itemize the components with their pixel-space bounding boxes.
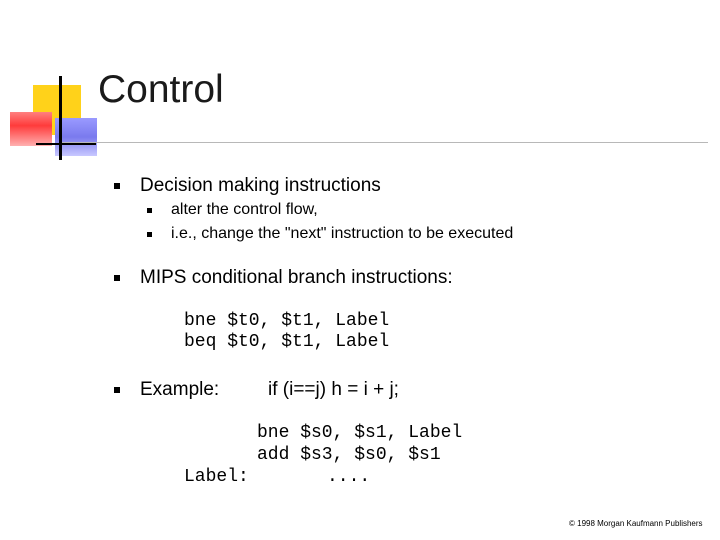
code-line-bne-s: bne $s0, $s1, Label [257, 423, 463, 443]
bullet-example: Example: [140, 379, 220, 400]
bullet-marker [114, 387, 120, 393]
logo-horizontal-line [36, 143, 96, 145]
code-dots: .... [327, 467, 371, 487]
sub-bullet-marker [147, 208, 152, 213]
title-rule [62, 142, 708, 143]
bullet-mips-branch: MIPS conditional branch instructions: [140, 267, 453, 288]
logo-red-square [10, 112, 52, 146]
code-line-add: add $s3, $s0, $s1 [257, 445, 441, 465]
code-label: Label: [184, 467, 249, 487]
code-line-beq: beq $t0, $t1, Label [184, 332, 390, 352]
bullet-marker [114, 275, 120, 281]
bullet-decision-making: Decision making instructions [140, 175, 381, 196]
bullet-marker [114, 183, 120, 189]
sub-bullet-alter-flow: alter the control flow, [171, 201, 318, 218]
slide-title: Control [98, 68, 224, 111]
code-line-bne: bne $t0, $t1, Label [184, 311, 390, 331]
example-statement: if (i==j) h = i + j; [268, 379, 399, 400]
copyright-footer: © 1998 Morgan Kaufmann Publishers [569, 519, 703, 528]
slide-logo-decoration [0, 0, 100, 170]
sub-bullet-next-instruction: i.e., change the "next" instruction to be executed [171, 225, 514, 242]
logo-vertical-line [59, 76, 62, 160]
sub-bullet-marker [147, 232, 152, 237]
